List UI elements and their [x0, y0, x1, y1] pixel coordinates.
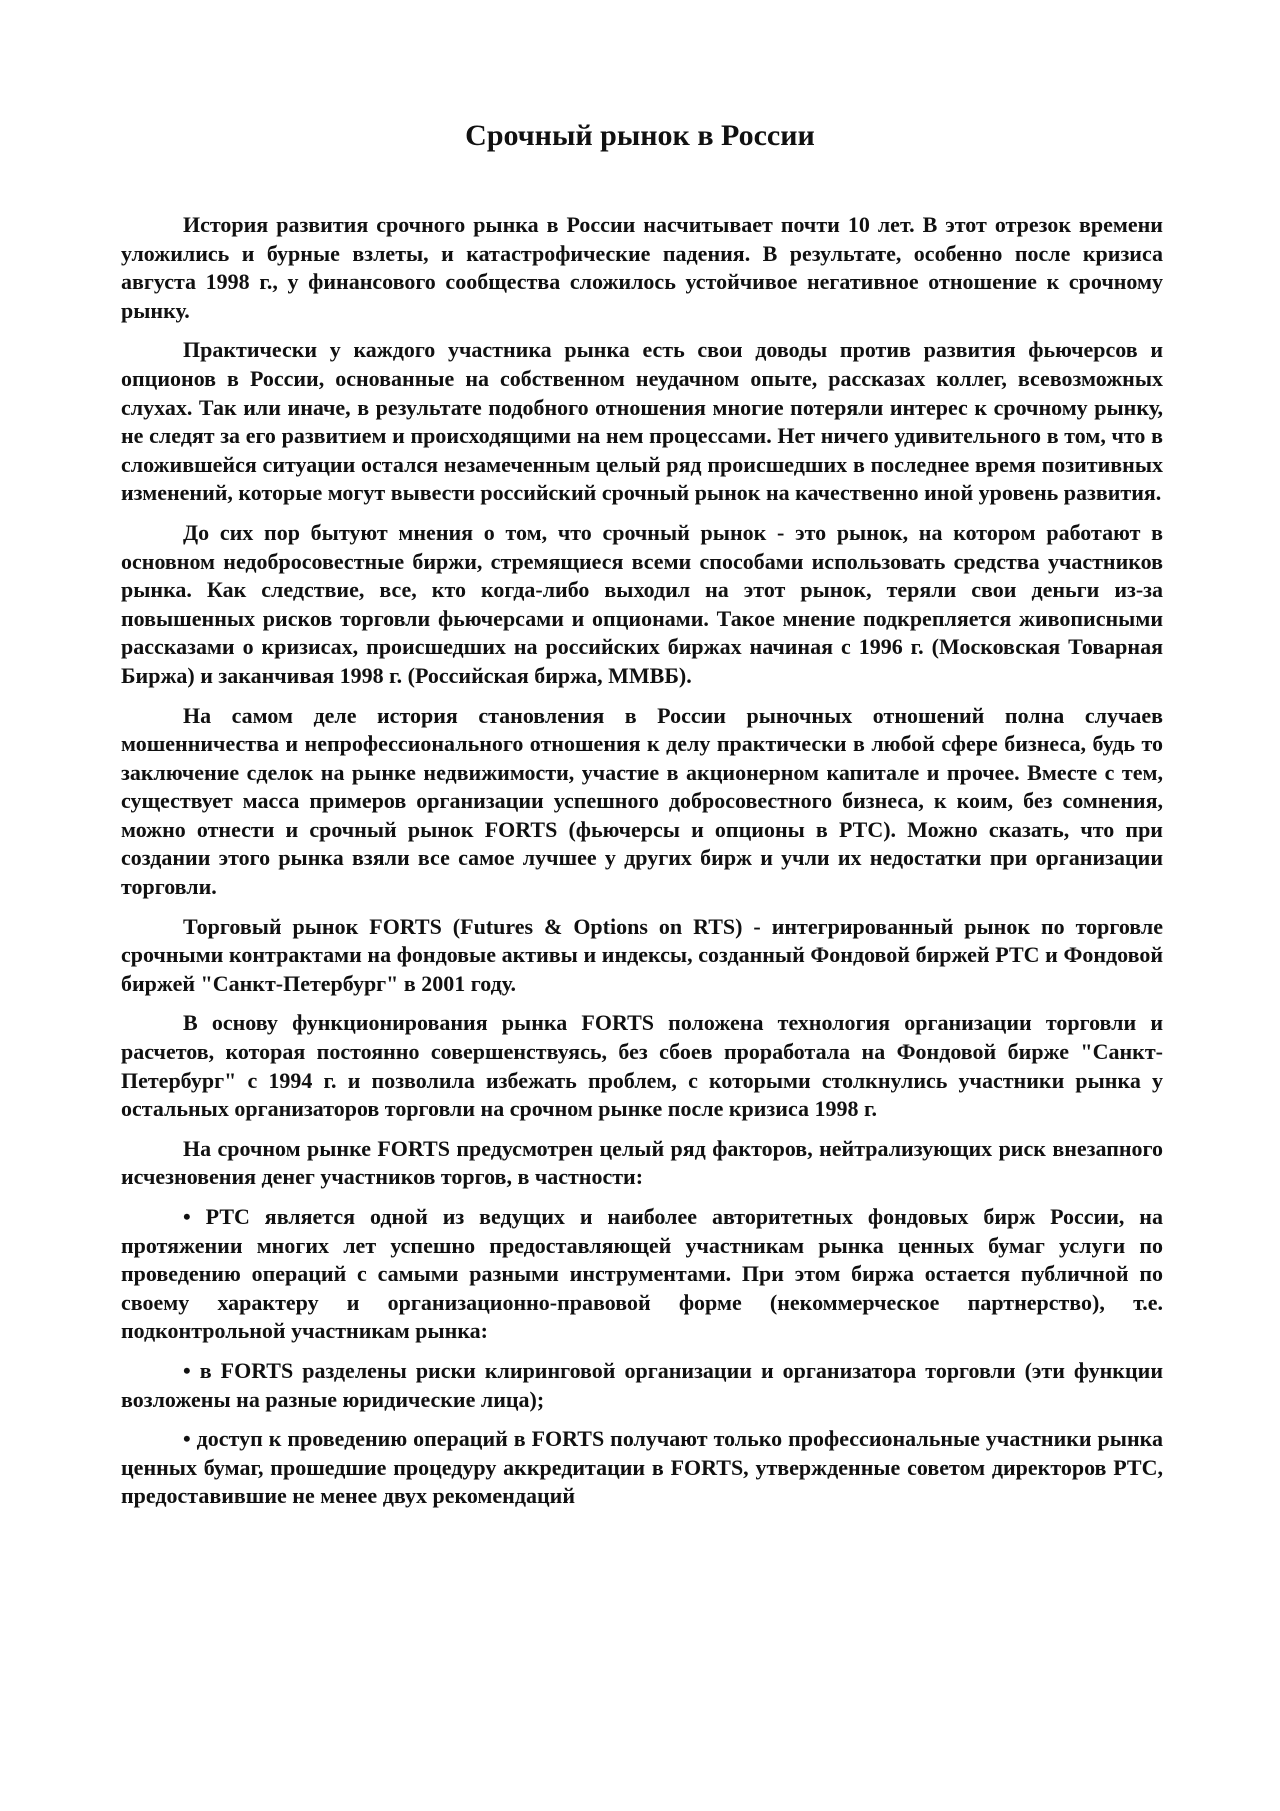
paragraph-2: Практически у каждого участника рынка есть свои доводы против развития фьючерсов и опционов в России, основанные на собственном неудачном опыте, рассказах коллег, всевозможных слухах. Так или иначе, в результате подобного отношения многие потеряли интерес к срочному рынку, не следят за его развитием и происходящими на нем процессами. Нет ничего удивительного в том, что в сложившейся ситуации остался незамеченным целый ряд происшедших в последнее время позитивных изменений, которые могут вывести российский срочный рынок на качественно иной уровень развития.	[121, 337, 1163, 506]
bullet-item-2: • в FORTS разделены риски клиринговой организации и организатора торговли (эти функции возложены на разные юридические лица);	[121, 1357, 1163, 1412]
article-body	[121, 211, 1163, 1522]
paragraph-5: Торговый рынок FORTS (Futures & Options on RTS) - интегрированный рынок по торговле срочными контрактами на фондовые активы и индексы, созданный Фондовой биржей РТС и Фондовой биржей "Санкт-Петербург" в 2001 году.	[121, 913, 1163, 996]
paragraph-7: На срочном рынке FORTS предусмотрен целый ряд факторов, нейтрализующих риск внезапного исчезновения денег участников торгов, в частности:	[121, 1135, 1163, 1190]
paragraph-1: История развития срочного рынка в России насчитывает почти 10 лет. В этот отрезок времени уложились и бурные взлеты, и катастрофические падения. В результате, особенно после кризиса августа 1998 г., у финансового сообщества сложилось устойчивое негативное отношение к срочному рынку.	[121, 212, 1163, 323]
paragraph-3: До сих пор бытуют мнения о том, что срочный рынок - это рынок, на котором работают в основном недобросовестные биржи, стремящиеся всеми способами использовать средства участников рынка. Как следствие, все, кто когда-либо выходил на этот рынок, теряли свои деньги из-за повышенных рисков торговли фьючерсами и опционами. Такое мнение подкрепляется живописными рассказами о кризисах, происшедших на российских биржах начиная с 1996 г. (Московская Товарная Биржа) и заканчивая 1998 г. (Российская биржа, ММВБ).	[121, 519, 1163, 688]
paragraph-4: На самом деле история становления в России рыночных отношений полна случаев мошенничества и непрофессионального отношения к делу практически в любой сфере бизнеса, будь то заключение сделок на рынке недвижимости, участие в акционерном капитале и прочее. Вместе с тем, существует масса примеров организации успешного добросовестного бизнеса, к коим, без сомнения, можно отнести и срочный рынок FORTS (фьючерсы и опционы в РТС). Можно сказать, что при создании этого рынка взяли все самое лучшее у других бирж и учли их недостатки при организации торговли.	[121, 702, 1163, 900]
bullet-item-1: • РТС является одной из ведущих и наиболее авторитетных фондовых бирж России, на протяжении многих лет успешно предоставляющей участникам рынка ценных бумаг услуги по проведению операций с самыми разными инструментами. При этом биржа остается публичной по своему характеру и организационно-правовой форме (некоммерческое партнерство), т.е. подконтрольной участникам рынка:	[121, 1204, 1163, 1344]
paragraph-6: В основу функционирования рынка FORTS положена технология организации торговли и расчетов, которая постоянно совершенствуясь, без сбоев проработала на Фондовой бирже "Санкт-Петербург" с 1994 г. и позволила избежать проблем, с которыми столкнулись участники рынка у остальных организаторов торговли на срочном рынке после кризиса 1998 г.	[121, 1010, 1163, 1122]
page-title: Срочный рынок в России	[465, 119, 815, 152]
bullet-item-3: • доступ к проведению операций в FORTS получают только профессиональные участники рынка ценных бумаг, прошедшие процедуру аккредитации в FORTS, утвержденные советом директоров РТС, предоставившие не менее двух рекомендаций	[121, 1426, 1163, 1509]
